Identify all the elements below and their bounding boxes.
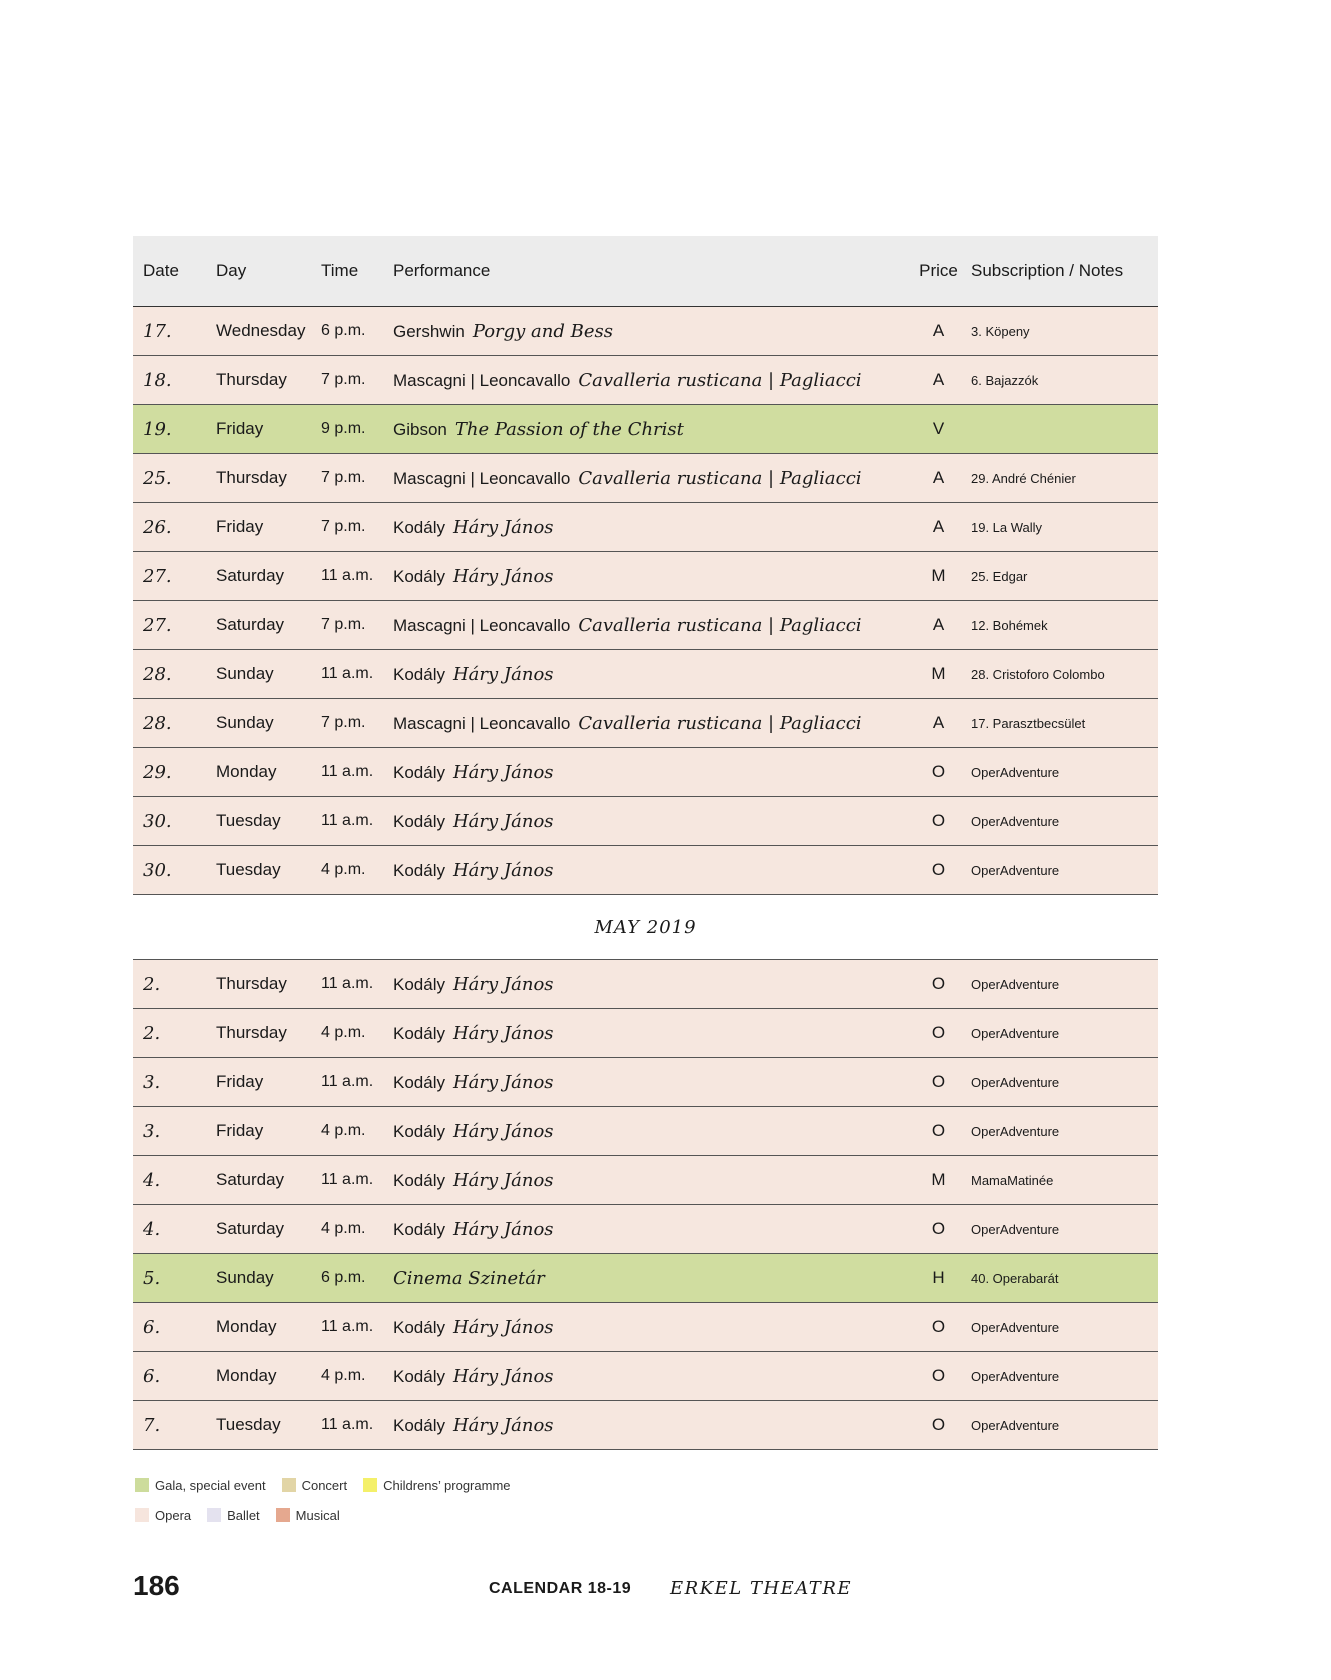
cell-price: A: [932, 713, 945, 732]
cell-price: O: [931, 762, 946, 781]
performance-composer: Kodály: [393, 860, 445, 880]
cell-date: 17.: [143, 320, 172, 342]
performance-composer: Mascagni | Leoncavallo: [393, 468, 571, 488]
header-notes: Subscription / Notes: [971, 261, 1124, 280]
cell-time: 6 p.m.: [321, 322, 366, 339]
cell-date: 27.: [143, 565, 172, 587]
cell-time: 11 a.m.: [321, 665, 374, 682]
cell-performance: [393, 517, 915, 538]
header-performance: Performance: [393, 261, 491, 280]
performance-composer: Kodály: [393, 1366, 445, 1386]
cell-price: M: [931, 664, 946, 683]
cell-notes: 12. Bohémek: [971, 617, 1048, 633]
cell-price: O: [931, 1219, 946, 1238]
cell-price: O: [931, 1121, 946, 1140]
cell-time: 11 a.m.: [321, 1073, 374, 1090]
cell-date: 4.: [143, 1169, 161, 1191]
cell-time: 11 a.m.: [321, 1416, 374, 1433]
legend-swatch: [276, 1508, 290, 1522]
april-rows: [133, 307, 1158, 895]
cell-time: 4 p.m.: [321, 1122, 366, 1139]
legend-swatch: [135, 1508, 149, 1522]
legend-item: [135, 1508, 191, 1523]
legend-swatch: [135, 1478, 149, 1492]
cell-date: 3.: [143, 1071, 161, 1093]
legend-swatch: [282, 1478, 296, 1492]
cell-day: Sunday: [216, 713, 274, 732]
cell-day: Monday: [216, 1317, 277, 1336]
legend-label: Concert: [301, 1477, 348, 1493]
performance-title: Háry János: [452, 663, 554, 685]
cell-notes: 40. Operabarát: [971, 1270, 1059, 1286]
cell-time: 11 a.m.: [321, 567, 374, 584]
table-row: [133, 454, 1158, 503]
cell-notes: OperAdventure: [971, 976, 1060, 992]
cell-time: 4 p.m.: [321, 1024, 366, 1041]
cell-performance: [393, 811, 915, 832]
cell-price: O: [931, 811, 946, 830]
header-time: Time: [321, 261, 359, 280]
performance-title: Háry János: [452, 1218, 554, 1240]
performance-title: Háry János: [452, 973, 554, 995]
cell-date: 30.: [143, 810, 172, 832]
performance-composer: Mascagni | Leoncavallo: [393, 370, 571, 390]
performance-composer: Mascagni | Leoncavallo: [393, 615, 571, 635]
legend-item: [135, 1478, 266, 1493]
footer-theatre: ERKEL THEATRE: [670, 1578, 853, 1599]
cell-notes: OperAdventure: [971, 1368, 1060, 1384]
table-row: [133, 601, 1158, 650]
table-row: [133, 503, 1158, 552]
cell-date: 3.: [143, 1120, 161, 1142]
cell-notes: OperAdventure: [971, 764, 1060, 780]
table-row: [133, 960, 1158, 1009]
table-header: [133, 236, 1158, 307]
cell-date: 6.: [143, 1316, 161, 1338]
performance-title: Háry János: [452, 1365, 554, 1387]
cell-notes: OperAdventure: [971, 1074, 1060, 1090]
performance-title: Háry János: [452, 1022, 554, 1044]
cell-day: Thursday: [216, 468, 287, 487]
cell-notes: OperAdventure: [971, 862, 1060, 878]
cell-performance: [393, 974, 915, 995]
cell-price: H: [932, 1268, 945, 1287]
cell-date: 19.: [143, 418, 172, 440]
performance-title: Háry János: [452, 1071, 554, 1093]
cell-notes: 3. Köpeny: [971, 323, 1030, 339]
cell-day: Thursday: [216, 974, 287, 993]
cell-performance: [393, 615, 915, 636]
cell-date: 7.: [143, 1414, 161, 1436]
cell-time: 9 p.m.: [321, 420, 366, 437]
legend-label: Musical: [295, 1507, 340, 1523]
table-row: [133, 797, 1158, 846]
cell-time: 4 p.m.: [321, 1220, 366, 1237]
cell-price: A: [932, 321, 945, 340]
table-row: [133, 1254, 1158, 1303]
legend-swatch: [363, 1478, 377, 1492]
performance-title: Háry János: [452, 859, 554, 881]
cell-date: 29.: [143, 761, 172, 783]
legend-label: Ballet: [227, 1507, 260, 1523]
may-rows: [133, 960, 1158, 1450]
cell-performance: [393, 321, 915, 342]
cell-day: Thursday: [216, 1023, 287, 1042]
performance-title: Háry János: [452, 761, 554, 783]
cell-day: Tuesday: [216, 811, 281, 830]
cell-time: 7 p.m.: [321, 518, 366, 535]
cell-notes: OperAdventure: [971, 1025, 1060, 1041]
cell-performance: [393, 1317, 915, 1338]
performance-title: Háry János: [452, 1316, 554, 1338]
performance-title: Háry János: [452, 565, 554, 587]
legend-label: Childrens’ programme: [383, 1477, 511, 1493]
performance-composer: Kodály: [393, 1219, 445, 1239]
cell-date: 26.: [143, 516, 172, 538]
cell-day: Thursday: [216, 370, 287, 389]
performance-composer: Kodály: [393, 664, 445, 684]
performance-composer: Kodály: [393, 1415, 445, 1435]
table-row: [133, 1156, 1158, 1205]
cell-notes: OperAdventure: [971, 1417, 1060, 1433]
performance-title: Cavalleria rusticana | Pagliacci: [578, 712, 862, 734]
cell-performance: [393, 468, 915, 489]
table-row: [133, 748, 1158, 797]
cell-date: 4.: [143, 1218, 161, 1240]
cell-notes: 28. Cristoforo Colombo: [971, 666, 1105, 682]
cell-date: 27.: [143, 614, 172, 636]
table-row: [133, 1058, 1158, 1107]
color-legend: [135, 1470, 511, 1530]
cell-time: 11 a.m.: [321, 975, 374, 992]
performance-composer: Kodály: [393, 811, 445, 831]
cell-notes: OperAdventure: [971, 813, 1060, 829]
performance-title: The Passion of the Christ: [454, 418, 684, 440]
cell-price: A: [932, 370, 945, 389]
performance-composer: Kodály: [393, 1317, 445, 1337]
cell-day: Saturday: [216, 566, 285, 585]
table-row: [133, 650, 1158, 699]
cell-price: A: [932, 468, 945, 487]
cell-performance: [393, 1268, 915, 1289]
table-row: [133, 356, 1158, 405]
cell-performance: [393, 370, 915, 391]
schedule-table: [133, 236, 1158, 1450]
cell-day: Monday: [216, 1366, 277, 1385]
legend-swatch: [207, 1508, 221, 1522]
cell-day: Sunday: [216, 1268, 274, 1287]
legend-item: [276, 1508, 340, 1523]
performance-title: Cavalleria rusticana | Pagliacci: [578, 369, 862, 391]
cell-time: 11 a.m.: [321, 812, 374, 829]
cell-day: Friday: [216, 517, 264, 536]
cell-notes: 29. André Chénier: [971, 470, 1076, 486]
cell-performance: [393, 566, 915, 587]
cell-price: A: [932, 517, 945, 536]
cell-day: Saturday: [216, 615, 285, 634]
cell-date: 28.: [143, 712, 172, 734]
cell-performance: [393, 1121, 915, 1142]
cell-time: 4 p.m.: [321, 1367, 366, 1384]
table-row: [133, 405, 1158, 454]
cell-performance: [393, 1023, 915, 1044]
cell-price: O: [931, 1023, 946, 1042]
header-date: Date: [143, 261, 179, 280]
month-heading: MAY 2019: [133, 895, 1158, 960]
cell-notes: OperAdventure: [971, 1319, 1060, 1335]
cell-time: 7 p.m.: [321, 714, 366, 731]
cell-day: Tuesday: [216, 860, 281, 879]
cell-notes: 19. La Wally: [971, 519, 1043, 535]
legend-label: Opera: [155, 1507, 192, 1523]
cell-time: 7 p.m.: [321, 371, 366, 388]
cell-day: Wednesday: [216, 321, 306, 340]
cell-day: Tuesday: [216, 1415, 281, 1434]
performance-composer: Gibson: [393, 419, 447, 439]
cell-performance: [393, 1072, 915, 1093]
legend-item: [363, 1478, 510, 1493]
table-row: [133, 307, 1158, 356]
cell-day: Friday: [216, 1121, 264, 1140]
table-row: [133, 1009, 1158, 1058]
table-row: [133, 699, 1158, 748]
cell-performance: [393, 664, 915, 685]
cell-date: 28.: [143, 663, 172, 685]
cell-time: 11 a.m.: [321, 1171, 374, 1188]
cell-day: Saturday: [216, 1219, 285, 1238]
cell-date: 30.: [143, 859, 172, 881]
cell-date: 5.: [143, 1267, 161, 1289]
performance-title: Háry János: [452, 1414, 554, 1436]
cell-notes: 6. Bajazzók: [971, 372, 1039, 388]
cell-time: 4 p.m.: [321, 861, 366, 878]
cell-price: O: [931, 1415, 946, 1434]
legend-row: [135, 1470, 511, 1500]
cell-notes: MamaMatinée: [971, 1172, 1054, 1188]
table-row: [133, 1352, 1158, 1401]
table-row: [133, 552, 1158, 601]
cell-day: Friday: [216, 1072, 264, 1091]
legend-label: Gala, special event: [155, 1477, 266, 1493]
cell-day: Sunday: [216, 664, 274, 683]
performance-composer: Mascagni | Leoncavallo: [393, 713, 571, 733]
cell-time: 7 p.m.: [321, 616, 366, 633]
cell-time: 11 a.m.: [321, 1318, 374, 1335]
cell-price: M: [931, 1170, 946, 1189]
cell-performance: [393, 860, 915, 881]
cell-day: Monday: [216, 762, 277, 781]
performance-composer: Kodály: [393, 517, 445, 537]
cell-price: A: [932, 615, 945, 634]
table-row: [133, 846, 1158, 895]
cell-price: O: [931, 860, 946, 879]
table-row: [133, 1401, 1158, 1450]
legend-row: [135, 1500, 511, 1530]
cell-time: 6 p.m.: [321, 1269, 366, 1286]
cell-price: O: [931, 1366, 946, 1385]
cell-notes: 17. Parasztbecsület: [971, 715, 1086, 731]
cell-date: 25.: [143, 467, 172, 489]
performance-composer: Kodály: [393, 1023, 445, 1043]
cell-performance: [393, 762, 915, 783]
legend-item: [207, 1508, 260, 1523]
cell-performance: [393, 419, 915, 440]
performance-composer: Kodály: [393, 1170, 445, 1190]
cell-day: Saturday: [216, 1170, 285, 1189]
cell-date: 2.: [143, 1022, 161, 1044]
legend-item: [282, 1478, 348, 1493]
table-row: [133, 1303, 1158, 1352]
performance-title: Háry János: [452, 1120, 554, 1142]
performance-title: Porgy and Bess: [472, 320, 613, 342]
cell-date: 18.: [143, 369, 172, 391]
cell-price: V: [932, 419, 945, 438]
performance-title: Háry János: [452, 1169, 554, 1191]
performance-title: Háry János: [452, 810, 554, 832]
performance-composer: Kodály: [393, 974, 445, 994]
cell-date: 6.: [143, 1365, 161, 1387]
header-day: Day: [216, 261, 247, 280]
table-row: [133, 1205, 1158, 1254]
cell-performance: [393, 1415, 915, 1436]
cell-price: O: [931, 1072, 946, 1091]
performance-composer: Kodály: [393, 1072, 445, 1092]
performance-title: Cinema Szinetár: [393, 1267, 545, 1289]
footer-calendar: CALENDAR 18-19: [489, 1580, 632, 1597]
performance-composer: Kodály: [393, 566, 445, 586]
cell-date: 2.: [143, 973, 161, 995]
performance-title: Cavalleria rusticana | Pagliacci: [578, 614, 862, 636]
page-number: 186: [133, 1570, 180, 1601]
cell-price: M: [931, 566, 946, 585]
cell-performance: [393, 1219, 915, 1240]
performance-title: Háry János: [452, 516, 554, 538]
cell-performance: [393, 713, 915, 734]
cell-notes: OperAdventure: [971, 1221, 1060, 1237]
cell-time: 7 p.m.: [321, 469, 366, 486]
cell-notes: OperAdventure: [971, 1123, 1060, 1139]
cell-performance: [393, 1170, 915, 1191]
table-row: [133, 1107, 1158, 1156]
cell-performance: [393, 1366, 915, 1387]
cell-notes: 25. Edgar: [971, 568, 1028, 584]
cell-time: 11 a.m.: [321, 763, 374, 780]
performance-composer: Gershwin: [393, 321, 465, 341]
performance-title: Cavalleria rusticana | Pagliacci: [578, 467, 862, 489]
cell-price: O: [931, 1317, 946, 1336]
cell-day: Friday: [216, 419, 264, 438]
performance-composer: Kodály: [393, 762, 445, 782]
cell-price: O: [931, 974, 946, 993]
performance-composer: Kodály: [393, 1121, 445, 1141]
header-price: Price: [919, 261, 958, 280]
